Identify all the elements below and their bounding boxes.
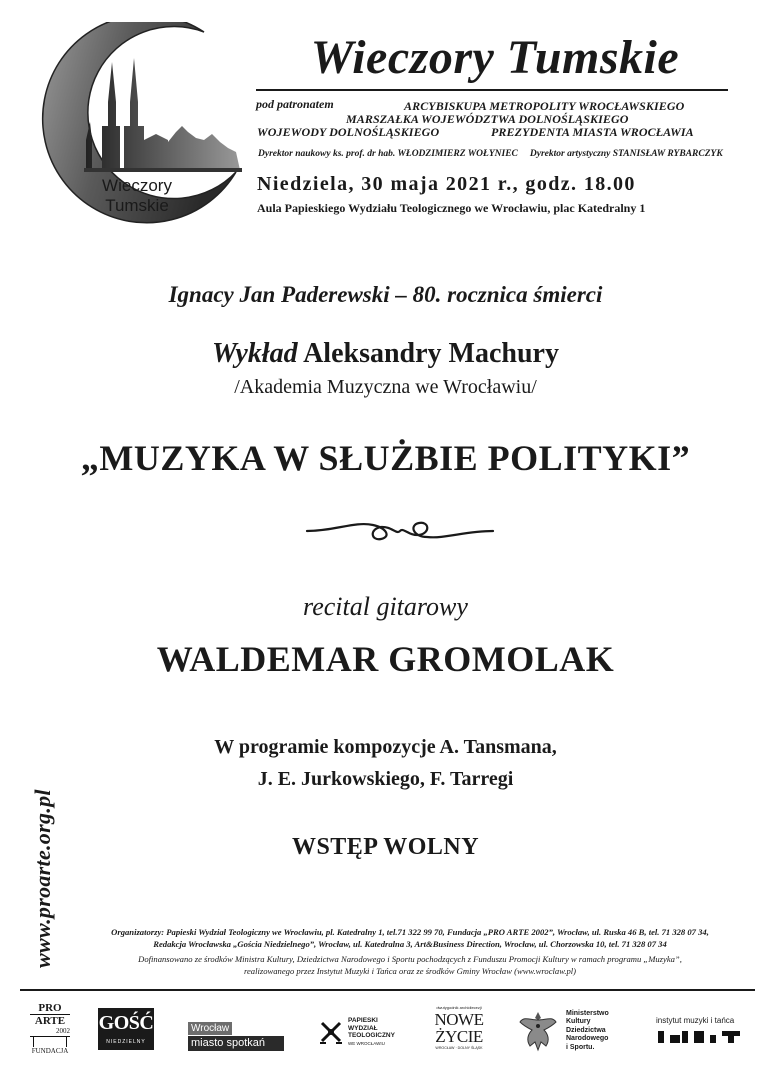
footer-rule <box>20 989 755 991</box>
ministry-line2: Kultury <box>566 1018 591 1026</box>
ministry-logo-text <box>566 1010 609 1052</box>
admission-note: WSTĘP WOLNY <box>291 834 480 860</box>
funding-line-2: realizowanego przez Instytut Muzyki i Tańca oraz ze środków Gminy Wrocław (www.wroclaw.pl) <box>243 966 577 976</box>
nowe-zycie-logo-top: dwutygodnik archidiecezji <box>436 1005 482 1010</box>
pwt-logo-line3: TEOLOGICZNY <box>348 1032 395 1039</box>
repertoire-line-2: J. E. Jurkowskiego, F. Tarregi <box>257 768 514 790</box>
event-venue: Aula Papieskiego Wydziału Teologicznego we Wrocławiu, plac Katedralny 1 <box>257 201 646 215</box>
wroclaw-logo-bottom: miasto spotkań <box>188 1036 284 1051</box>
nowe-zycie-logo-bottom: WROCŁAW · DOLNY ŚLĄSK <box>435 1046 483 1050</box>
lecturer-affiliation: /Akademia Muzyczna we Wrocławiu/ <box>234 376 537 398</box>
proarte-logo-top: PRO <box>30 1003 70 1015</box>
proarte-logo-bottom: FUNDACJA <box>31 1047 69 1055</box>
proarte-logo-year: 2002 <box>30 1027 70 1037</box>
imit-logo <box>656 1016 748 1050</box>
patron-archbishop: ARCYBISKUPA METROPOLITY WROCŁAWSKIEGO <box>404 99 685 113</box>
patron-voivode: WOJEWODY DOLNOŚLĄSKIEGO <box>257 125 440 139</box>
crossed-keys-icon <box>318 1019 344 1045</box>
ministry-line4: Narodowego <box>566 1035 609 1043</box>
gosc-logo-sub: NIEDZIELNY <box>106 1039 146 1045</box>
gosc-niedzielny-logo <box>98 1008 154 1050</box>
wroclaw-logo-top: Wrocław <box>188 1022 232 1035</box>
pwt-logo-text <box>348 1017 395 1047</box>
patronage-label: pod patronatem <box>256 97 334 111</box>
pwt-logo-line1: PAPIESKI <box>348 1017 378 1024</box>
lecture-title: „MUZYKA W SŁUŻBIE POLITYKI” <box>80 438 691 478</box>
pwt-logo-line4: WE WROCŁAWIU <box>348 1040 385 1046</box>
performer-name: WALDEMAR GROMOLAK <box>156 639 615 679</box>
lecture-heading <box>0 338 771 370</box>
proarte-logo-mid: ARTE <box>34 1015 66 1027</box>
recital-label: recital gitarowy <box>303 592 468 621</box>
logo-caption-line2: Tumskie <box>105 196 169 215</box>
proarte-logo <box>30 1003 70 1055</box>
imit-logo-mark <box>656 1029 744 1045</box>
directors-line <box>258 149 723 159</box>
polish-eagle-icon <box>518 1008 558 1054</box>
event-date: Niedziela, 30 maja 2021 r., godz. 18.00 <box>257 173 636 195</box>
organizers-line-1: Organizatorzy: Papieski Wydział Teologiczny we Wrocławiu, pl. Katedralny 1, tel.71 322 99 70, Fundacja „PRO ARTE 2002”, Wrocław, ul. Ruska 46 B, tel. 71 328 07 34, <box>111 927 709 937</box>
pwt-logo-line2: WYDZIAŁ <box>348 1024 378 1032</box>
lecture-word: Wykład <box>212 338 298 369</box>
ministry-line1: Ministerstwo <box>566 1010 609 1017</box>
organizers-line-2: Redakcja Wrocławska „Gościa Niedzielnego”, Wrocław, ul. Katedralna 3, Art&Business Direction, Wrocław, ul. Chorzowska 10, tel. 71 328 07 34 <box>153 939 667 949</box>
director-scientific: Dyrektor naukowy ks. prof. dr hab. WŁODZIMIERZ WOŁYNIEC <box>258 149 518 159</box>
logo-caption <box>82 176 192 216</box>
repertoire-line-1: W programie kompozycje A. Tansmana, <box>214 736 557 758</box>
nowe-zycie-logo-line1: NOWE <box>434 1010 484 1029</box>
funding-line-1: Dofinansowano ze środków Ministra Kultury, Dziedzictwa Narodowego i Sportu pochodzących z Funduszu Promocji Kultury w ramach programu „Muzyka”, <box>138 954 682 964</box>
imit-logo-text: instytut muzyki i tańca <box>656 1016 735 1025</box>
gosc-logo-name: GOŚĆ <box>98 1012 154 1034</box>
ministry-line3: Dziedzictwa <box>566 1026 606 1034</box>
director-artistic: Dyrektor artystyczny STANISŁAW RYBARCZYK <box>529 149 723 159</box>
anniversary-heading: Ignacy Jan Paderewski – 80. rocznica śmierci <box>168 282 603 307</box>
event-series-title: Wieczory Tumskie <box>310 31 680 84</box>
nowe-zycie-logo-line2: ŻYCIE <box>435 1027 483 1046</box>
patron-marshal: MARSZAŁKA WOJEWÓDZTWA DOLNOŚLĄSKIEGO <box>346 112 629 126</box>
website-url[interactable]: www.proarte.org.pl <box>30 789 55 968</box>
lecturer-name: Aleksandry Machury <box>303 338 559 369</box>
title-underline <box>256 89 728 91</box>
proarte-logo-columns <box>33 1037 67 1047</box>
ministry-line5: i Sportu. <box>566 1043 595 1051</box>
patron-mayor: PREZYDENTA MIASTA WROCŁAWIA <box>491 125 694 139</box>
pwt-logo <box>318 1017 418 1051</box>
logo-caption-line1: Wieczory <box>102 176 172 195</box>
wroclaw-logo <box>188 1018 284 1051</box>
nowe-zycie-logo <box>430 1005 488 1051</box>
divider-ornament <box>305 515 495 547</box>
